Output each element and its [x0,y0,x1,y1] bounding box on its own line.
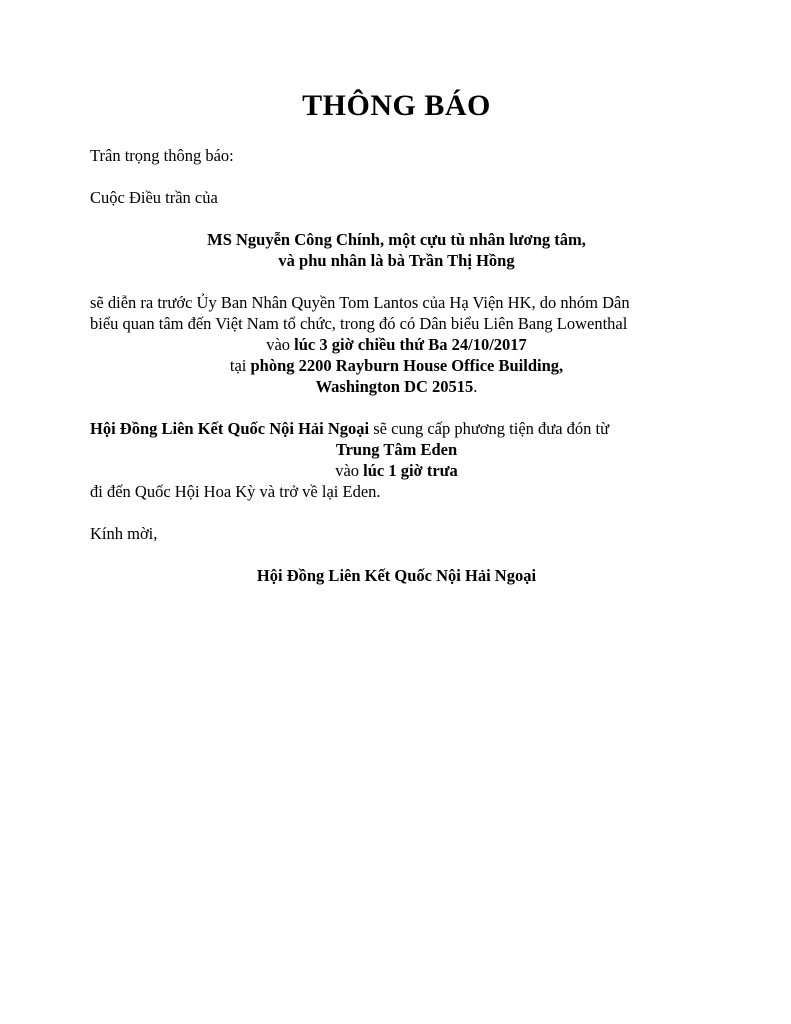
departure-time-value: lúc 1 giờ trưa [363,461,458,480]
transport-line-rest: sẽ cung cấp phương tiện đưa đón từ [369,419,610,438]
signature-line: Hội Đồng Liên Kết Quốc Nội Hải Ngoại [256,566,537,585]
departure-time-line [90,460,703,481]
transport-block [90,418,703,502]
hearing-body-line-2: biểu quan tâm đến Việt Nam tổ chức, trong đó có Dân biểu Liên Bang Lowenthal [90,314,628,333]
hearing-subject-line-1: MS Nguyễn Công Chính, một cựu tù nhân lương tâm, [207,230,586,249]
hearing-location-value: phòng 2200 Rayburn House Office Building, [250,356,564,375]
hearing-details-block [90,292,703,397]
hearing-body-line-1: sẽ diễn ra trước Ủy Ban Nhân Quyền Tom Lantos của Hạ Viện HK, do nhóm Dân [90,293,630,312]
hearing-city-period: . [473,377,478,396]
hearing-city-line [90,376,703,397]
transport-line [90,418,703,439]
hearing-subject-block [90,229,703,271]
hearing-location-line [90,355,703,376]
hearing-location-prefix: tại [229,356,251,375]
intro-line: Trân trọng thông báo: [90,146,234,165]
departure-time-prefix: vào [335,461,364,480]
hearing-subject-line-2: và phu nhân là bà Trần Thị Hồng [278,251,515,270]
hearing-time-line [90,334,703,355]
hearing-city-value: Washington DC 20515 [315,377,474,396]
document-title: THÔNG BÁO [302,89,491,122]
closing-line: Kính mời, [90,524,158,543]
hearing-time-value: lúc 3 giờ chiều thứ Ba 24/10/2017 [294,335,527,354]
return-line: đi đến Quốc Hội Hoa Kỳ và trở về lại Eden. [90,482,381,501]
eden-center-line: Trung Tâm Eden [335,440,458,459]
transport-org-name: Hội Đồng Liên Kết Quốc Nội Hải Ngoại [90,419,370,438]
hearing-lead-line: Cuộc Điều trần của [90,188,218,207]
hearing-time-prefix: vào [266,335,295,354]
